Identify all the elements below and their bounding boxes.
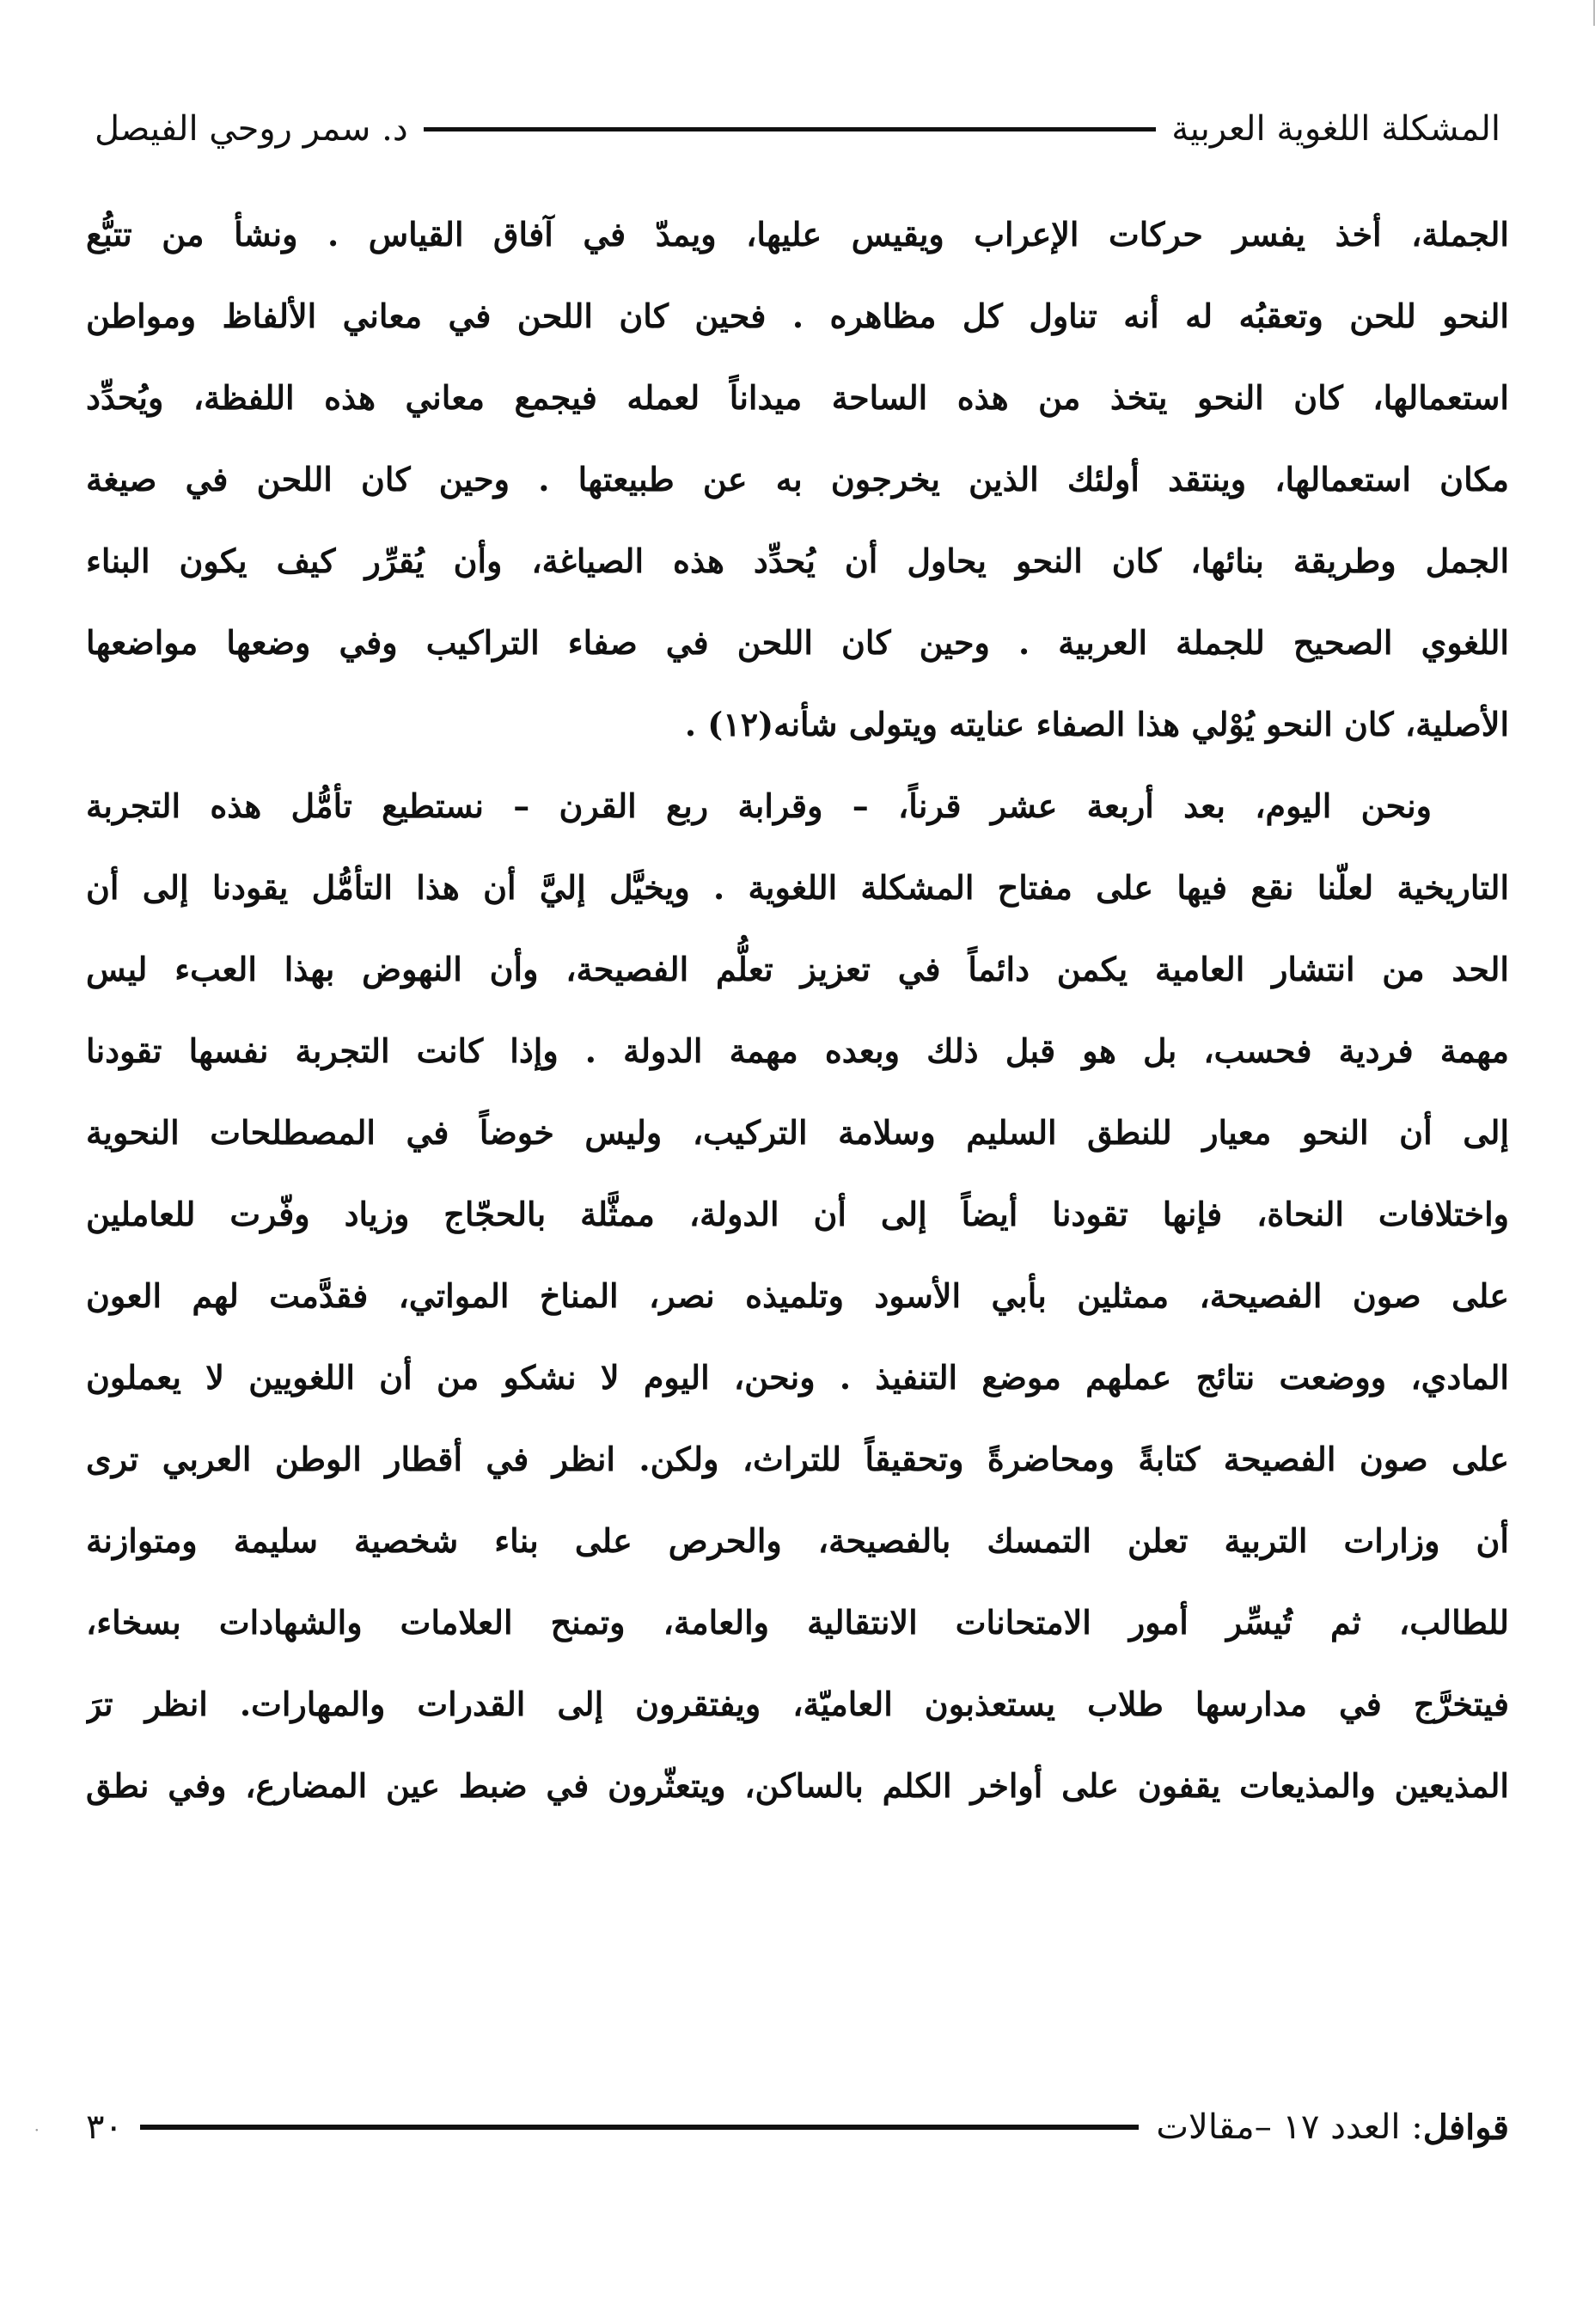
body-line: مهمة فردية فحسب، بل هو قبل ذلك وبعده مهمة الدولة . وإذا كانت التجربة نفسها تقودنا (86, 1031, 1509, 1070)
footer-journal-name: قوافل (1422, 2107, 1509, 2148)
body-line: الأصلية، كان النحو يُوْلي هذا الصفاء عنايته ويتولى شأنه(١٢) . (684, 705, 1509, 743)
body-line: على صون الفصيحة كتابةً ومحاضرةً وتحقيقاً للتراث، ولكن. انظر في أقطار الوطن العربي ترى (86, 1440, 1509, 1478)
body-line: استعمالها، كان النحو يتخذ من هذه الساحة ميداناً لعمله فيجمع معاني هذه اللفظة، ويُحدِّد (86, 378, 1509, 417)
body-line: واختلافات النحاة، فإنها تقودنا أيضاً إلى أن الدولة، ممثَّلة بالحجّاج وزياد وفّرت للعاملين (86, 1195, 1509, 1233)
page-footer (86, 2089, 1509, 2166)
footer-rule (140, 2125, 1139, 2130)
body-line: للطالب، ثم تُيسِّر أمور الامتحانات الانتقالية والعامة، وتمنح العلامات والشهادات بسخاء، (86, 1603, 1509, 1642)
body-line: المادي، ووضعت نتائج عملهم موضع التنفيذ . ونحن، اليوم لا نشكو من أن اللغويين لا يعملون (86, 1358, 1509, 1397)
body-line: مكان استعمالها، وينتقد أولئك الذين يخرجون به عن طبيعتها . وحين كان اللحن في صيغة (86, 460, 1509, 498)
body-line: إلى أن النحو معيار للنطق السليم وسلامة التركيب، وليس خوضاً في المصطلحات النحوية (86, 1113, 1509, 1152)
body-line: أن وزارات التربية تعلن التمسك بالفصيحة، والحرص على بناء شخصية سليمة ومتوازنة (86, 1521, 1509, 1560)
page-header (95, 95, 1500, 163)
article-body (86, 193, 1509, 1826)
header-title: المشكلة اللغوية العربية (1171, 109, 1500, 149)
page-edge-mark (1576, 0, 1595, 26)
body-line: الحد من انتشار العامية يكمن دائماً في تعزيز تعلُّم الفصيحة، وأن النهوض بهذا العبء ليس (86, 950, 1509, 988)
body-line: على صون الفصيحة، ممثلين بأبي الأسود وتلميذه نصر، المناخ المواتي، فقدَّمت لهم العون (86, 1276, 1509, 1315)
scan-mark-icon: · (34, 2119, 40, 2140)
body-line: النحو للحن وتعقبُه له أنه تناول كل مظاهره . فحين كان اللحن في معاني الألفاظ ومواطن (86, 297, 1509, 335)
body-line: ونحن اليوم، بعد أربعة عشر قرناً، – وقرابة ربع القرن – نستطيع تأمُّل هذه التجربة (86, 786, 1432, 825)
body-line: فيتخرَّج في مدارسها طلاب يستعذبون العاميّة، ويفتقرون إلى القدرات والمهارات. انظر ترَ (86, 1685, 1509, 1723)
body-line: المذيعين والمذيعات يقفون على أواخر الكلم بالساكن، ويتعثّرون في ضبط عين المضارع، وفي نطق (86, 1766, 1509, 1805)
header-rule (424, 127, 1157, 131)
body-line: الجملة، أخذ يفسر حركات الإعراب ويقيس عليها، ويمدّ في آفاق القياس . ونشأ من تتبُّع (86, 215, 1509, 254)
header-author: د. سمر روحي الفيصل (95, 109, 408, 149)
body-line: الجمل وطريقة بنائها، كان النحو يحاول أن يُحدِّد هذه الصياغة، وأن يُقرِّر كيف يكون البناء (86, 541, 1509, 580)
body-line: التاريخية لعلّنا نقع فيها على مفتاح المشكلة اللغوية . ويخيَّل إليَّ أن هذا التأمُّل يقودنا إلى أن (86, 868, 1509, 907)
body-line: اللغوي الصحيح للجملة العربية . وحين كان اللحن في صفاء التراكيب وفي وضعها مواضعها (86, 623, 1509, 662)
footer-issue: : العدد ١٧ –مقالات (1156, 2107, 1423, 2147)
page-number: ٣٠ (86, 2107, 123, 2147)
